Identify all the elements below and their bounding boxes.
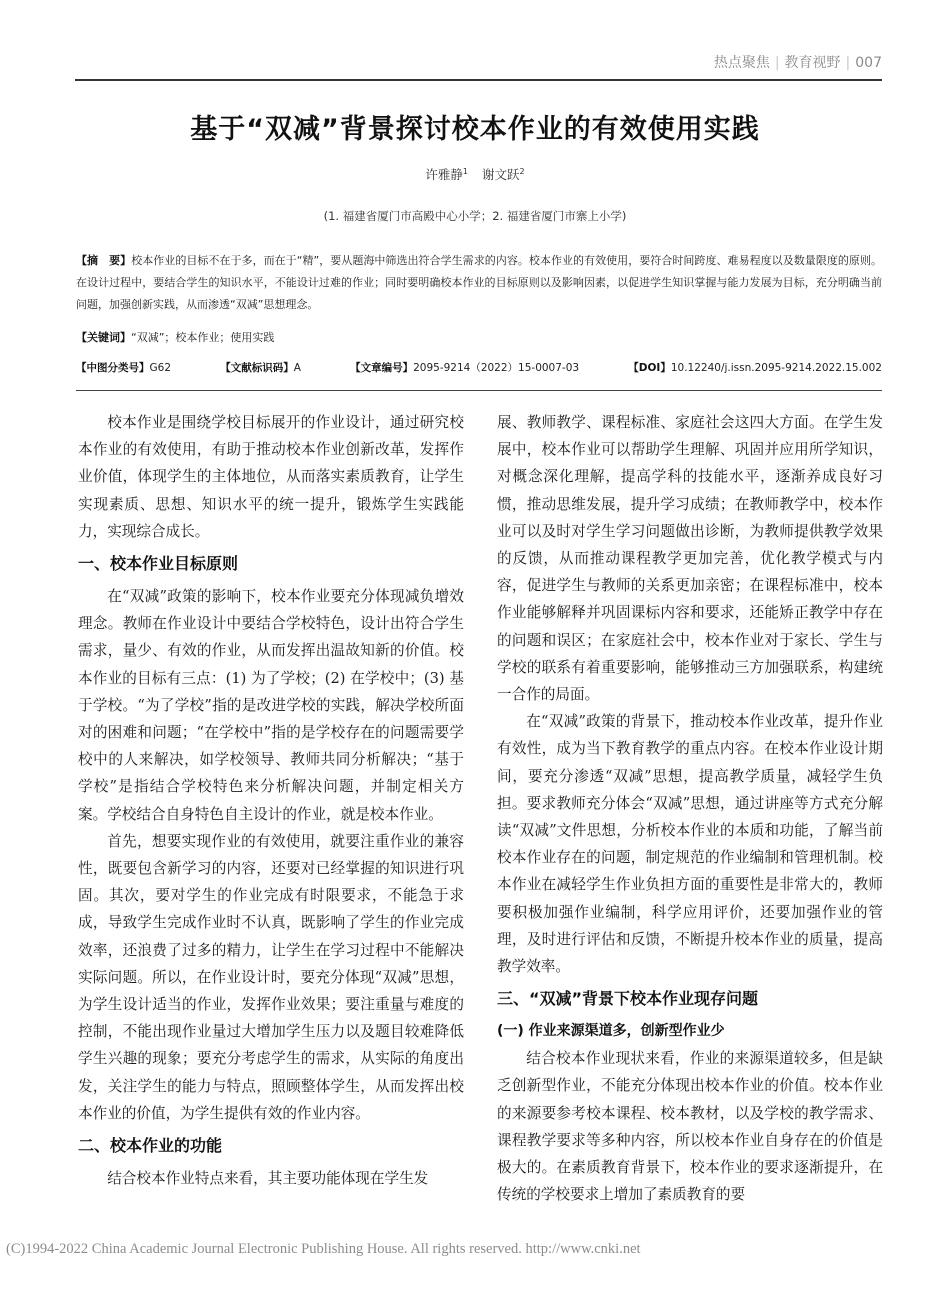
copyright-footer: (C)1994-2022 China Academic Journal Electronic Publishing House. All rights reserved. http://www.cnki.net: [6, 1241, 641, 1257]
author-name: 许雅静: [425, 167, 463, 182]
doi: 【DOI】10.12240/j.issn.2095-9214.2022.15.002: [628, 362, 882, 374]
affiliation: (1. 福建省厦门市高殿中心小学；2. 福建省厦门市寨上小学): [323, 209, 627, 223]
abstract-label: 【摘 要】: [76, 254, 132, 267]
body-paragraph: 在“双减”政策的背景下，推动校本作业改革，提升作业有效性，成为当下教育教学的重点内容。在校本作业设计期间，要充分渗透“双减”思想，提高教学质量，减轻学生负担。要求教师充分体会“双减”思想，通过讲座等方式充分解读“双减”文件思想，分析校本作业的本质和功能，了解当前校本作业存在的问题，制定规范的作业编制和管理机制。校本作业在减轻学生作业负担方面的重要性是非常大的，教师要积极加强作业编制，科学应用评价，还要加强作业的管理，及时进行评估和反馈，不断提升校本作业的质量，提高教学效率。: [497, 713, 883, 976]
keywords: [76, 329, 882, 345]
running-header: [0, 52, 882, 72]
right-column: [497, 409, 883, 1208]
left-column: [78, 409, 464, 1192]
body-paragraph: 校本作业是围绕学校目标展开的作业设计，通过研究校本作业的有效使用，有助于推动校本作业创新改革，发挥作业价值，体现学生的主体地位，从而落实素质教育，让学生实现素质、思想、知识水平的统一提升，锻炼学生实践能力，实现综合成长。: [78, 414, 464, 540]
paper-title: 基于“双减”背景探讨校本作业的有效使用实践: [190, 114, 760, 145]
header-column: 教育视野: [784, 55, 841, 71]
section-heading: 一、校本作业目标原则: [78, 554, 239, 574]
author-name: 谢文跃: [482, 167, 520, 182]
section-heading: 二、校本作业的功能: [78, 1136, 223, 1156]
subsection-heading: (一) 作业来源渠道多，创新型作业少: [497, 1023, 725, 1040]
author-line: [0, 165, 950, 183]
article-number: 【文章编号】2095-9214（2022）15-0007-03: [350, 362, 580, 374]
clc-number: 【中图分类号】G62: [76, 362, 171, 374]
author-affiliation-mark: 1: [462, 166, 468, 176]
body-paragraph: 结合校本作业现状来看，作业的来源渠道较多，但是缺乏创新型作业，不能充分体现出校本作业的价值。校本作业的来源要参考校本课程、校本教材，以及学校的教学需求、课程教学要求等多种内容，所以校本作业自身存在的价值是极大的。在素质教育背景下，校本作业的要求逐渐提升，在传统的学校要求上增加了素质教育的要: [497, 1050, 883, 1204]
header-section: 热点聚焦: [713, 55, 770, 71]
body-paragraph: 在“双减”政策的影响下，校本作业要充分体现减负增效理念。教师在作业设计中要结合学校特色，设计出符合学生需求，量少、有效的作业，从而发挥出温故知新的价值。校本作业的目标有三点：(1) 为了学校；(2) 在学校中；(3) 基于学校。“为了学校”指的是改进学校的实践，解决学校所面对的困难和问题；“在学校中”指的是学校存在的问题需要学校中的人来解决，如学校领导、教师共同分析解决；“基于学校”是指结合学校特色来分析解决问题，并制定相关方案。学校结合自身特色自主设计的作业，就是校本作业。: [78, 588, 464, 823]
abstract: [76, 250, 882, 316]
section-heading: 三、“双减”背景下校本作业现存问题: [497, 989, 759, 1009]
keywords-text: “双减”；校本作业；使用实践: [131, 331, 275, 344]
keywords-label: 【关键词】: [76, 331, 131, 344]
abstract-text: 校本作业的目标不在于多，而在于“精”，要从题海中筛选出符合学生需求的内容。校本作业的有效使用，要符合时间跨度、难易程度以及数量限度的原则。在设计过程中，要结合学生的知识水平，不能设计过难的作业；同时要明确校本作业的目标原则以及影响因素，以促进学生知识掌握与能力发展为目标，充分明确当前问题，加强创新实践，从而渗透“双减”思想理念。: [76, 254, 882, 311]
header-separator: |: [845, 55, 851, 71]
article-meta: [76, 360, 882, 375]
header-rule: [75, 79, 882, 81]
author-affiliation-mark: 2: [519, 166, 525, 176]
abstract-rule: [76, 390, 882, 391]
body-paragraph: 结合校本作业特点来看，其主要功能体现在学生发: [107, 1170, 429, 1188]
header-separator: |: [774, 55, 780, 71]
page-number: 007: [855, 55, 882, 71]
body-paragraph: 首先，想要实现作业的有效使用，就要注重作业的兼容性，既要包含新学习的内容，还要对已经掌握的知识进行巩固。其次，要对学生的作业完成有时限要求，不能急于求成，导致学生完成作业时不认真，既影响了学生的作业完成效率，还浪费了过多的精力，让学生在学习过程中不能解决实际问题。所以，在作业设计时，要充分体现“双减”思想，为学生设计适当的作业，发挥作业效果；要注重量与难度的控制，不能出现作业量过大增加学生压力以及题目较难降低学生兴趣的现象；要充分考虑学生的需求，从实际的角度出发，关注学生的能力与特点，照顾整体学生，从而发挥出校本作业的价值，为学生提供有效的作业内容。: [78, 832, 464, 1122]
document-code: 【文献标识码】A: [220, 362, 301, 374]
body-paragraph: 展、教师教学、课程标准、家庭社会这四大方面。在学生发展中，校本作业可以帮助学生理解、巩固并应用所学知识，对概念深化理解，提高学科的技能水平，逐渐养成良好习惯，推动思维发展，提升学习成绩；在教师教学中，校本作业可以及时对学生学习问题做出诊断，为教师提供教学效果的反馈，从而推动课程教学更加完善，优化教学模式与内容，促进学生与教师的关系更加亲密；在课程标准中，校本作业能够解释并巩固课标内容和要求，还能矫正教学中存在的问题和误区；在家庭社会中，校本作业对于家长、学生与学校的联系有着重要影响，能够推动三方加强联系，构建统一合作的局面。: [497, 414, 883, 704]
